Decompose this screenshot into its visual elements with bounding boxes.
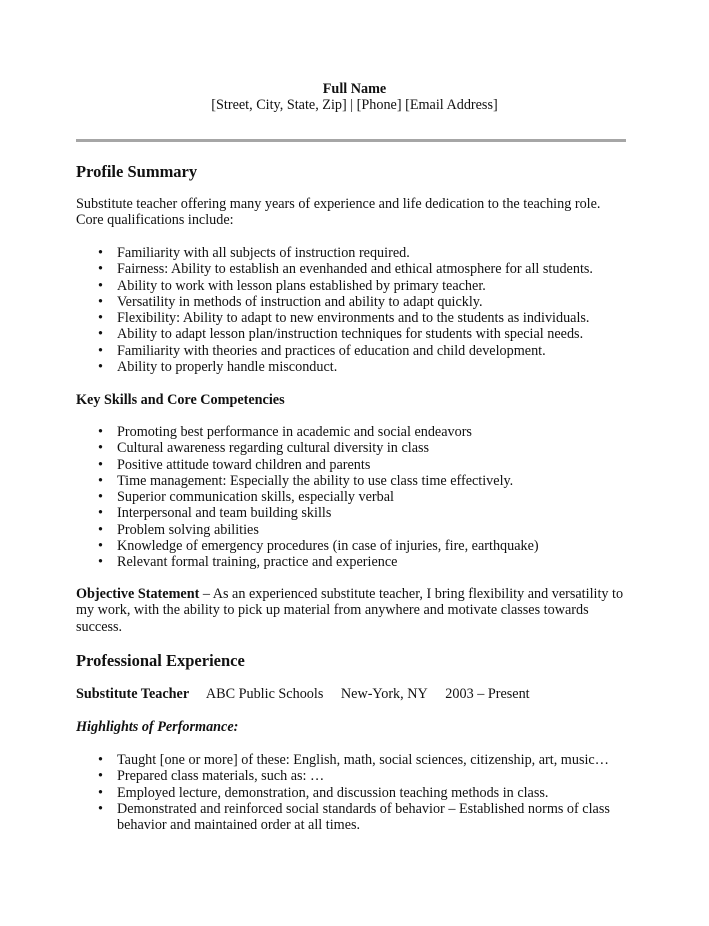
list-item: • Taught [one or more] of these: English, math, social sciences, citizenship, art, music… xyxy=(76,752,619,768)
list-item: • Ability to work with lesson plans established by primary teacher. xyxy=(76,278,626,294)
contact-info: [Street, City, State, Zip] | [Phone] [Email Address] xyxy=(211,97,498,113)
objective-label: Objective Statement xyxy=(76,586,200,602)
list-item: • Superior communication skills, especially verbal xyxy=(76,489,626,505)
list-item: • Knowledge of emergency procedures (in case of injuries, fire, earthquake) xyxy=(76,538,626,554)
list-item: • Demonstrated and reinforced social standards of behavior – Established norms of class behavior and maintained order at all times. xyxy=(76,801,619,834)
list-item: • Ability to properly handle misconduct. xyxy=(76,359,626,375)
job-line xyxy=(76,686,626,702)
list-item: • Interpersonal and team building skills xyxy=(76,505,626,521)
profile-summary-heading: Profile Summary xyxy=(76,162,198,181)
list-item: • Employed lecture, demonstration, and discussion teaching methods in class. xyxy=(76,785,619,801)
qualifications-list xyxy=(76,245,626,375)
highlights-list xyxy=(76,752,619,833)
job-location: New-York, NY xyxy=(340,686,428,702)
profile-intro-line2: Core qualifications include: xyxy=(76,212,234,228)
objective-statement xyxy=(76,586,631,635)
list-item: • Versatility in methods of instruction and ability to adapt quickly. xyxy=(76,294,626,310)
job-title: Substitute Teacher xyxy=(76,686,190,702)
professional-experience-heading: Professional Experience xyxy=(76,651,245,670)
list-item: • Cultural awareness regarding cultural diversity in class xyxy=(76,440,626,456)
list-item: • Ability to adapt lesson plan/instruction techniques for students with special needs. xyxy=(76,326,626,342)
list-item: • Positive attitude toward children and parents xyxy=(76,457,626,473)
job-employer: ABC Public Schools xyxy=(205,686,324,702)
list-item: • Fairness: Ability to establish an evenhanded and ethical atmosphere for all students. xyxy=(76,261,626,277)
list-item: • Familiarity with theories and practices of education and child development. xyxy=(76,343,626,359)
list-item: • Time management: Especially the ability to use class time effectively. xyxy=(76,473,626,489)
header-divider xyxy=(76,139,626,142)
list-item: • Familiarity with all subjects of instruction required. xyxy=(76,245,626,261)
profile-intro-line1: Substitute teacher offering many years of experience and life dedication to the teaching role. xyxy=(76,196,601,212)
job-dates: 2003 – Present xyxy=(445,686,530,702)
skills-list xyxy=(76,424,626,571)
key-skills-heading: Key Skills and Core Competencies xyxy=(76,392,285,408)
full-name: Full Name xyxy=(322,81,387,97)
list-item: • Promoting best performance in academic and social endeavors xyxy=(76,424,626,440)
objective-text: – As an experienced substitute teacher, I bring flexibility and versatility to my work, with the ability to pick up material from anywhere and motivate classes towards success. xyxy=(76,586,624,635)
list-item: • Relevant formal training, practice and experience xyxy=(76,554,626,570)
highlights-heading: Highlights of Performance: xyxy=(76,719,239,735)
list-item: • Problem solving abilities xyxy=(76,522,626,538)
list-item: • Flexibility: Ability to adapt to new environments and to the students as individuals. xyxy=(76,310,626,326)
list-item: • Prepared class materials, such as: … xyxy=(76,768,619,784)
